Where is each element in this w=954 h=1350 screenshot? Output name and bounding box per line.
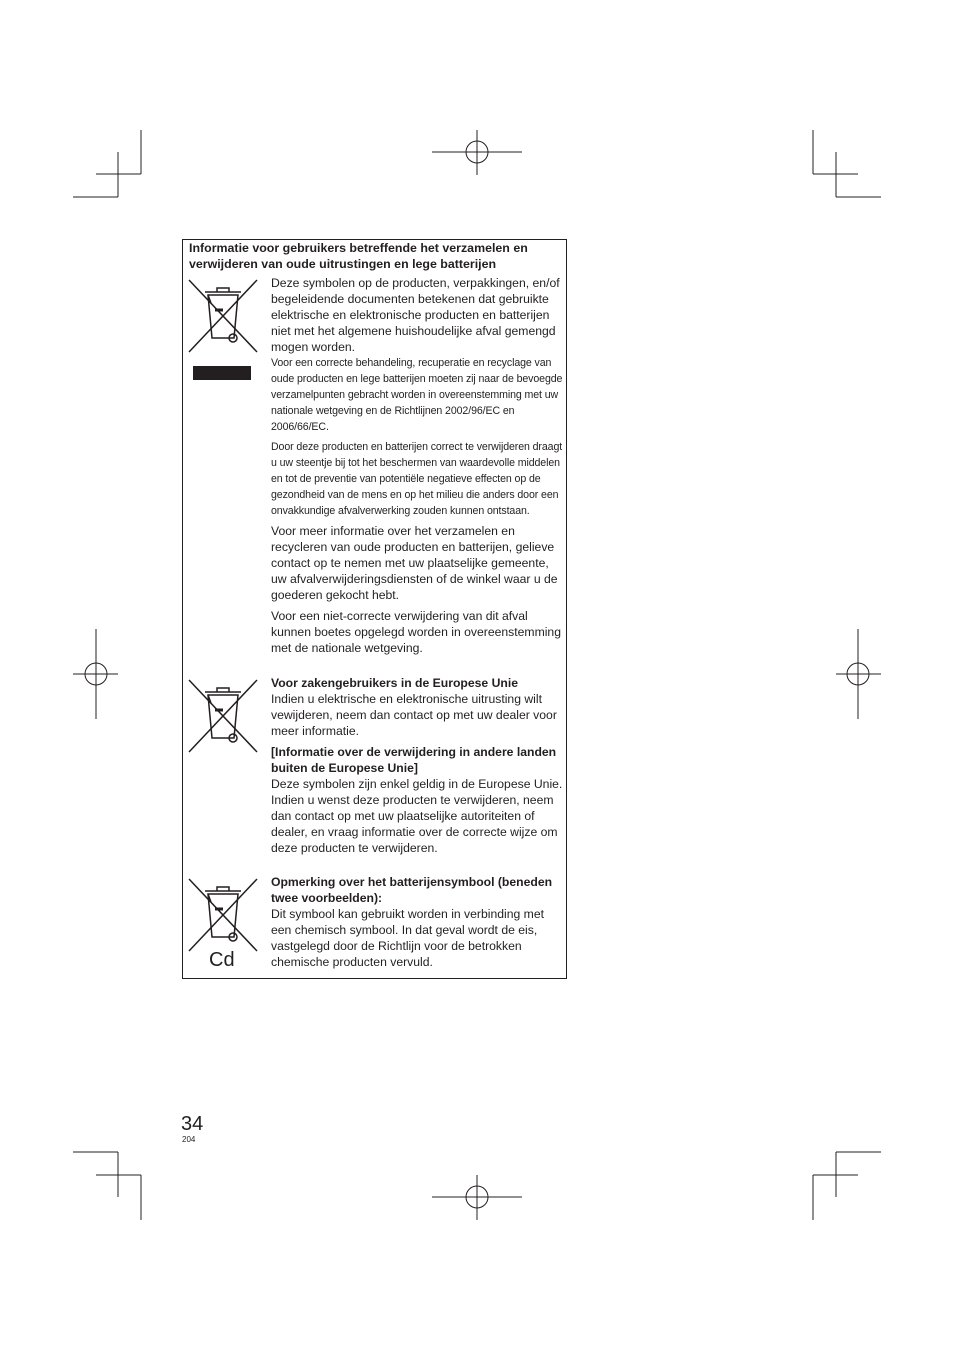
disposal-information-box [182,239,567,979]
crossed-out-wheelie-bin-icon [187,877,259,953]
crossed-out-wheelie-bin-icon [187,278,259,354]
section-1 [271,275,563,656]
section-4 [271,874,563,970]
box-heading: Informatie voor gebruikers betreffende het verzamelen en verwijderen van oude uitrustingen en lege batterijen [189,241,528,271]
section-title: [Informatie over de verwijdering in andere landen buiten de Europese Unie] [271,745,557,775]
sub-page-number: 204 [182,1135,196,1144]
section-title: Opmerking over het batterijensymbool (beneden twee voorbeelden): [271,875,553,905]
paragraph: Voor meer informatie over het verzamelen en recycleren van oude producten en batterijen, gelieve contact op te nemen met uw plaatselijke gemeente, uw afvalverwijderingsdiensten of de winkel waar u de goederen gekocht hebt. [271,524,558,602]
paragraph: Voor een niet-correcte verwijdering van dit afval kunnen boetes opgelegd worden in overeenstemming met de nationale wetgeving. [271,609,561,655]
paragraph: Door deze producten en batterijen correct te verwijderen draagt u uw steentje bij tot het beschermen van waardevolle middelen en tot de preventie van potentiële negatieve effecten op de gezondheid van de mens en op het milieu die anders door een onvakkundige afvalverwerking zouden kunnen ontstaan. [271,441,563,517]
section-title: Voor zakengebruikers in de Europese Unie [271,676,518,690]
underline-bar [193,366,251,380]
crossed-out-wheelie-bin-icon [187,678,259,754]
paragraph: Dit symbool kan gebruikt worden in verbinding met een chemisch symbool. In dat geval wordt de eis, vastgelegd door de Richtlijn voor de betrokken chemische producten vervuld. [271,907,544,969]
paragraph: Deze symbolen op de producten, verpakkingen, en/of begeleidende documenten betekenen dat gebruikte elektrische en elektronische producten en batterijen niet met het algemene huishoudelijke afval gemengd mogen worden. [271,276,560,354]
paragraph: Indien u elektrische en elektronische uitrusting wilt vewijderen, neem dan contact op met uw dealer voor meer informatie. [271,692,557,738]
chemical-symbol-cd: Cd [209,949,235,971]
section-3 [271,744,563,856]
section-2 [271,675,563,739]
paragraph: Deze symbolen zijn enkel geldig in de Europese Unie. Indien u wenst deze producten te verwijderen, neem dan contact op met uw plaatselijke autoriteiten of dealer, en vraag informatie over de correcte wijze om deze producten te verwijderen. [271,777,563,855]
page-number: 34 [181,1113,204,1135]
paragraph: Voor een correcte behandeling, recuperatie en recyclage van oude producten en lege batterijen moeten zij naar de bevoegde verzamelpunten gebracht worden in overeenstemming met uw nationale wetgeving en de Richtlijnen 2002/96/EC en 2006/66/EC. [271,357,563,433]
